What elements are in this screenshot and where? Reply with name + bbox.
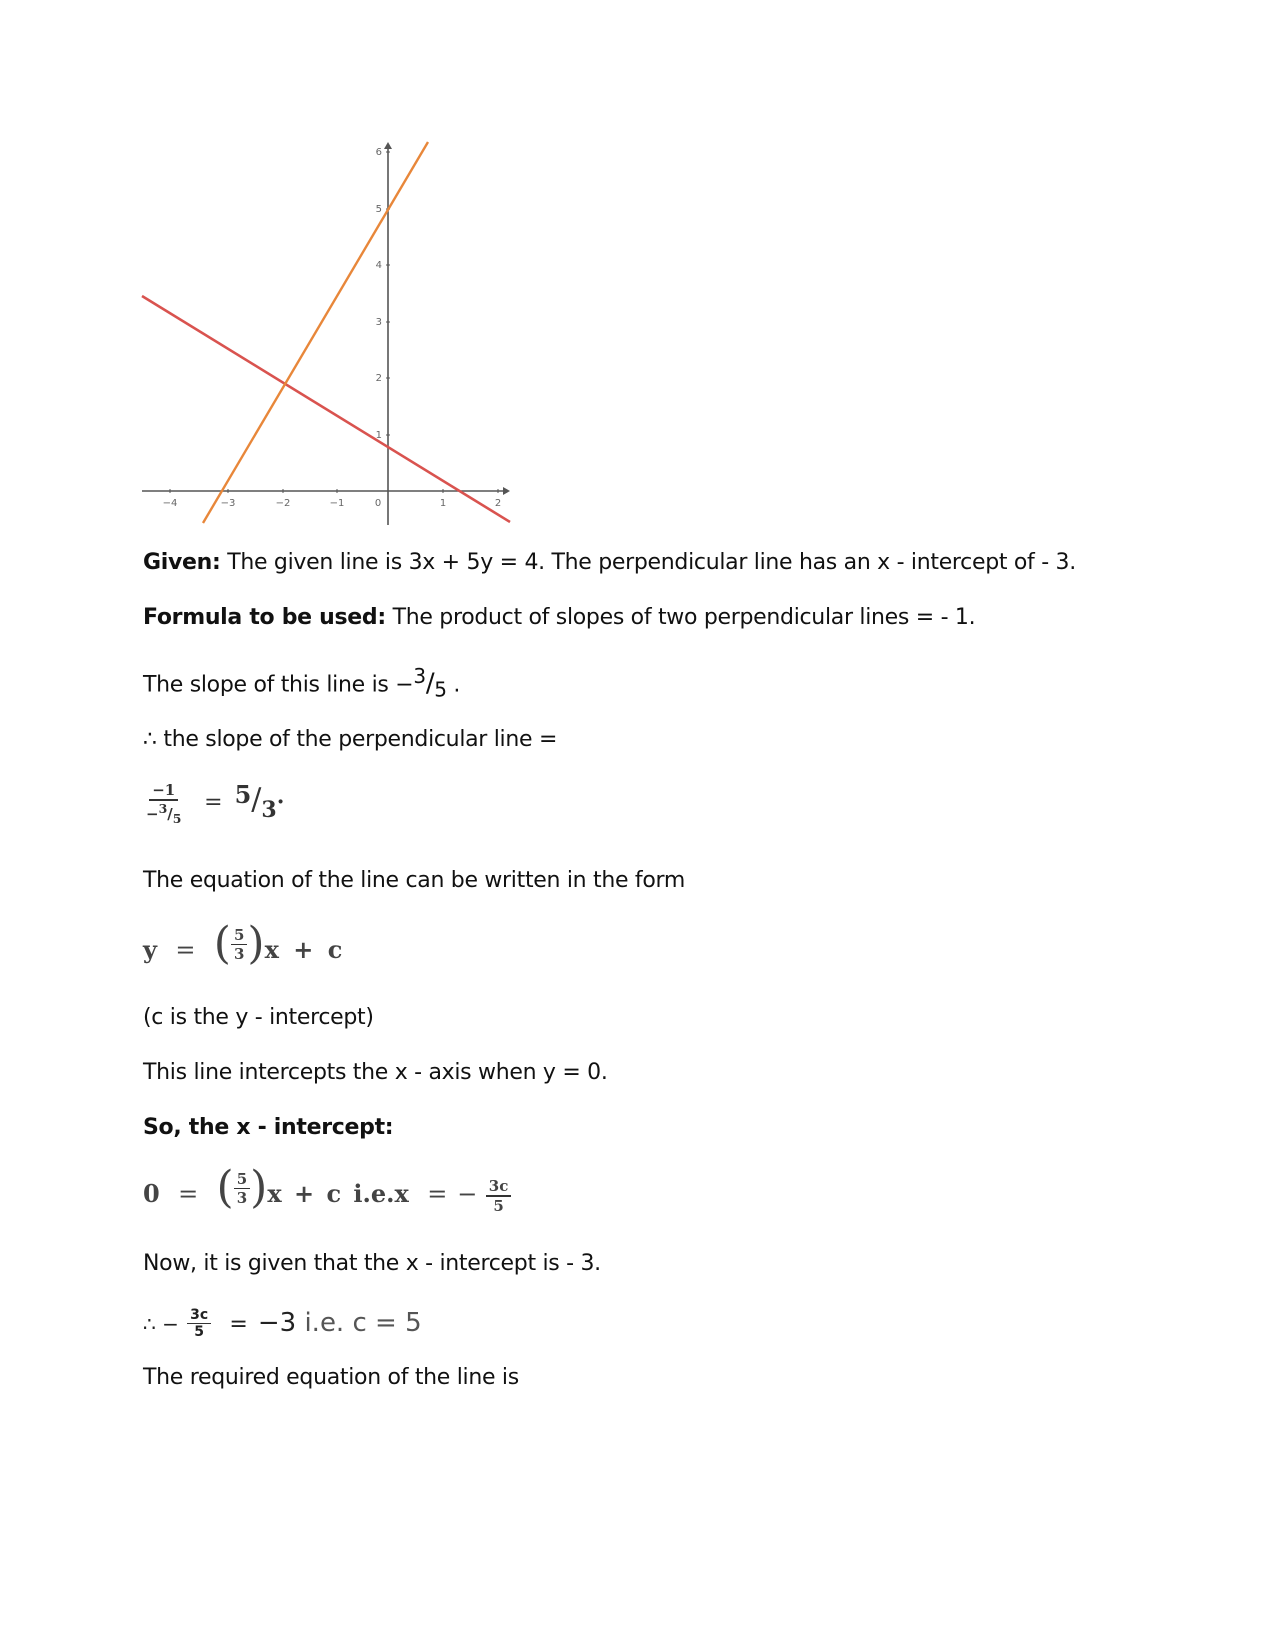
given-text: The given line is 3x + 5y = 4. The perpendicular line has an x - intercept of - 3. [220, 550, 1076, 575]
formula-paragraph [143, 604, 975, 632]
minus-sign: − [146, 804, 159, 823]
result-end: · [276, 789, 285, 815]
equation-form-paragraph [143, 867, 685, 895]
equals-sign: = [229, 1312, 248, 1337]
slope-numerator: 3 [413, 664, 426, 688]
now-text: Now, it is given that the x - intercept is - 3. [143, 1251, 601, 1276]
den-den: 5 [172, 810, 182, 826]
denominator: 5 [493, 1196, 504, 1215]
svg-text:−2: −2 [275, 498, 291, 509]
numerator: 3c [187, 1307, 211, 1324]
perp-denominator: $-^3/_5$ [146, 800, 182, 826]
svg-text:−4: −4 [162, 498, 178, 509]
y-axis [384, 142, 392, 525]
y-tick-labels [376, 147, 382, 441]
minus-sign: − [457, 1180, 478, 1208]
therefore-text: ∴ the slope of the perpendicular line = [143, 727, 558, 752]
numerator: 5 [231, 926, 247, 945]
equals-sign: = [178, 1180, 199, 1208]
perp-fraction [143, 781, 184, 826]
perpendicular-slope-equation [143, 780, 284, 826]
formula-label: Formula to be used: [143, 605, 386, 630]
svg-text:−3: −3 [220, 498, 236, 509]
numerator: 3c [486, 1177, 512, 1197]
c-note: (c is the y - intercept) [143, 1005, 374, 1030]
svg-text:5: 5 [375, 204, 382, 215]
solve-c-equation [143, 1307, 422, 1340]
required-paragraph [143, 1364, 519, 1392]
svg-text:6: 6 [375, 147, 382, 158]
svg-text:4: 4 [375, 260, 382, 271]
denominator: 3 [233, 944, 245, 963]
line-graph [140, 140, 520, 540]
equation-mid: x + c i.e.x [267, 1179, 409, 1208]
fraction-3c-5 [486, 1177, 512, 1215]
formula-text: The product of slopes of two perpendicular lines = - 1. [385, 605, 976, 630]
result-numerator: 5 [234, 780, 252, 809]
perp-numerator: −1 [149, 781, 178, 801]
equals-sign-2: = [427, 1180, 448, 1208]
svg-text:0: 0 [374, 498, 382, 509]
line-equation-2 [143, 1162, 511, 1215]
x-intercept-heading [143, 1114, 393, 1142]
therefore-paragraph [143, 726, 557, 754]
fraction-3c-5 [187, 1307, 211, 1340]
denominator: 3 [236, 1188, 248, 1207]
intercept-paragraph [143, 1059, 608, 1087]
zero: 0 [143, 1179, 160, 1208]
perpendicular-line-orange [203, 142, 428, 523]
equals-sign: = [204, 790, 223, 815]
den-num: 3 [158, 800, 168, 816]
svg-text:2: 2 [494, 498, 502, 509]
slash: / [251, 782, 262, 817]
given-intercept-paragraph [143, 1250, 601, 1278]
slope-paragraph [143, 662, 460, 704]
c-note-paragraph [143, 1004, 374, 1032]
given-line-red [142, 296, 510, 522]
therefore-minus: ∴ − [143, 1312, 179, 1336]
slope-text: The slope of this line is − [143, 672, 414, 698]
equation-form-text: The equation of the line can be written in the form [143, 868, 685, 893]
equation-rest: x + c [264, 935, 343, 964]
intercept-text: This line intercepts the x - axis when y = 0. [143, 1060, 608, 1085]
x-intercept-label: So, the x - intercept: [143, 1115, 394, 1140]
slope-denominator: 5 [434, 677, 447, 702]
svg-text:−1: −1 [329, 498, 345, 509]
equals-sign: = [175, 936, 196, 964]
given-label: Given: [143, 550, 221, 575]
fraction-5-3: ( $\frac{5}{3}$ ) [216, 1162, 268, 1213]
fraction-5-3: ( $\frac{5}{3}$ ) [213, 918, 265, 969]
required-text: The required equation of the line is [143, 1365, 519, 1390]
numerator: 5 [234, 1170, 250, 1189]
y-variable: y [143, 935, 157, 964]
given-paragraph [143, 549, 1076, 577]
svg-text:3: 3 [375, 317, 382, 328]
svg-text:1: 1 [375, 430, 382, 441]
svg-text:2: 2 [375, 373, 382, 384]
slash: / [425, 668, 435, 699]
svg-text:1: 1 [439, 498, 447, 509]
c-value: i.e. c = 5 [296, 1308, 422, 1338]
line-equation-1 [143, 918, 343, 969]
result-denominator: 3 [261, 797, 277, 823]
value-minus-3: −3 [257, 1308, 297, 1338]
denominator: 5 [194, 1324, 204, 1340]
slope-end: . [446, 672, 461, 698]
